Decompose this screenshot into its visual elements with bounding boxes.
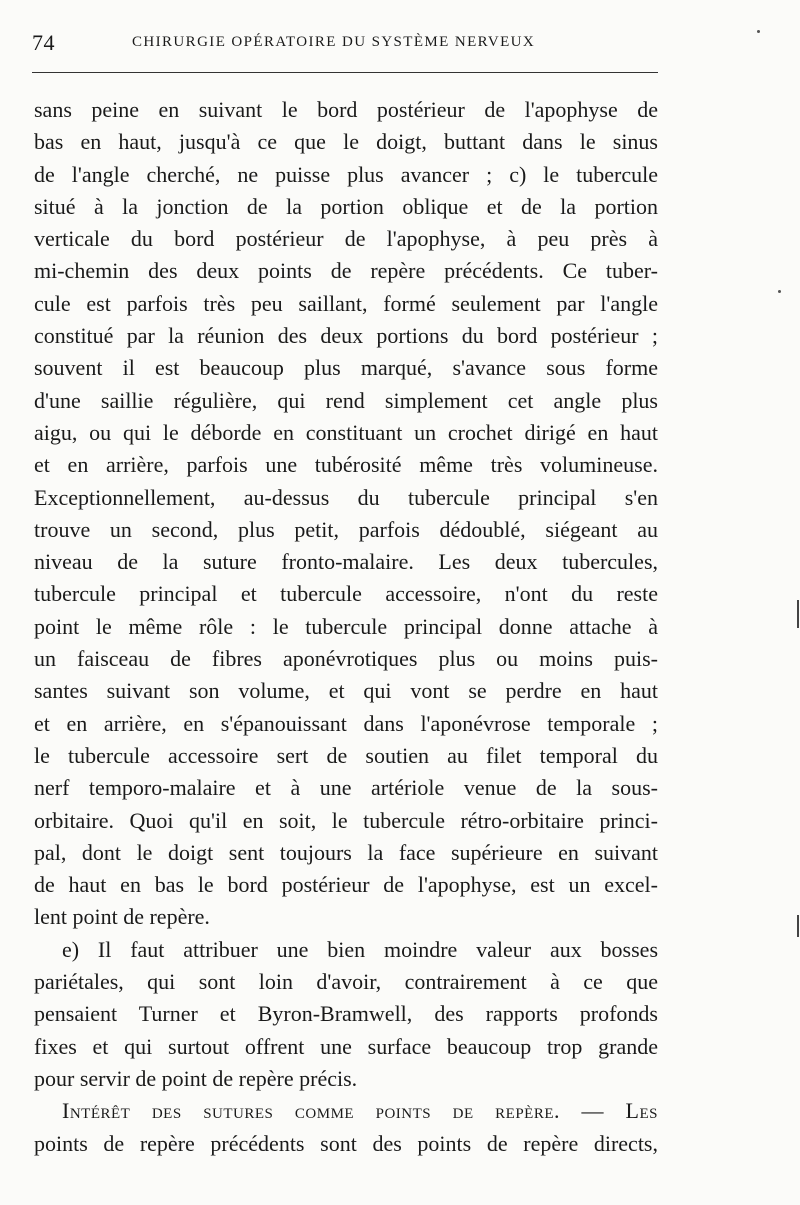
- text-line: d'une saillie régulière, qui rend simplement cet angle plus: [34, 387, 658, 413]
- text-line: cule est parfois très peu saillant, formé seulement par l'angle: [34, 290, 658, 316]
- text-line: trouve un second, plus petit, parfois dédoublé, siégeant au: [34, 516, 658, 542]
- running-head: [32, 30, 672, 60]
- text-line: souvent il est beaucoup plus marqué, s'avance sous forme: [34, 355, 658, 381]
- text-line: bas en haut, jusqu'à ce que le doigt, buttant dans le sinus: [34, 129, 658, 155]
- header-rule: [32, 72, 658, 73]
- text-line: et en arrière, parfois une tubérosité même très volumineuse.: [34, 452, 658, 478]
- section-heading-line: Intérêt des sutures comme points de repère. — Les: [62, 1098, 658, 1124]
- text-line: pour servir de point de repère précis.: [34, 1065, 358, 1091]
- text-line: fixes et qui surtout offrent une surface beaucoup trop grande: [34, 1033, 658, 1059]
- text-line: niveau de la suture fronto-malaire. Les deux tubercules,: [34, 549, 658, 575]
- text-line: points de repère précédents sont des points de repère directs,: [34, 1130, 658, 1156]
- text-line: lent point de repère.: [34, 904, 210, 930]
- text-line: un faisceau de fibres aponévrotiques plus ou moins puis-: [34, 646, 658, 672]
- text-line: situé à la jonction de la portion oblique et de la portion: [34, 193, 658, 219]
- text-line: de haut en bas le bord postérieur de l'apophyse, est un excel-: [34, 872, 658, 898]
- text-line: mi-chemin des deux points de repère précédents. Ce tuber-: [34, 258, 658, 284]
- text-line: tubercule principal et tubercule accessoire, n'ont du reste: [34, 581, 658, 607]
- text-line: sans peine en suivant le bord postérieur de l'apophyse de: [34, 97, 658, 122]
- text-line: nerf temporo-malaire et à une artériole venue de la sous-: [34, 775, 658, 801]
- scan-edge-mark: [797, 915, 799, 937]
- text-line: santes suivant son volume, et qui vont se perdre en haut: [34, 678, 658, 704]
- page-number: 74: [32, 30, 55, 55]
- text-line: Exceptionnellement, au-dessus du tubercule principal s'en: [34, 484, 658, 510]
- text-line: le tubercule accessoire sert de soutien au filet temporal du: [34, 742, 658, 768]
- text-line: constitué par la réunion des deux portions du bord postérieur ;: [34, 323, 658, 349]
- text-line: pal, dont le doigt sent toujours la face supérieure en suivant: [34, 839, 658, 865]
- text-line: orbitaire. Quoi qu'il en soit, le tubercule rétro-orbitaire princi-: [34, 807, 658, 833]
- text-line: pensaient Turner et Byron-Bramwell, des rapports profonds: [34, 1001, 658, 1027]
- text-line: point le même rôle : le tubercule principal donne attache à: [34, 613, 658, 639]
- scan-edge-mark: [797, 600, 799, 628]
- scan-speck: [778, 290, 781, 293]
- text-line: et en arrière, en s'épanouissant dans l'aponévrose temporale ;: [34, 710, 658, 736]
- scan-speck: [757, 30, 760, 33]
- text-line: aigu, ou qui le déborde en constituant un crochet dirigé en haut: [34, 419, 658, 445]
- text-line: de l'angle cherché, ne puisse plus avancer ; c) le tubercule: [34, 161, 658, 187]
- text-line: pariétales, qui sont loin d'avoir, contrairement à ce que: [34, 969, 658, 995]
- text-line: e) Il faut attribuer une bien moindre valeur aux bosses: [62, 936, 658, 962]
- text-line: verticale du bord postérieur de l'apophyse, à peu près à: [34, 226, 658, 252]
- running-title: CHIRURGIE OPÉRATOIRE DU SYSTÈME NERVEUX: [132, 34, 536, 50]
- body-text: [34, 94, 658, 1160]
